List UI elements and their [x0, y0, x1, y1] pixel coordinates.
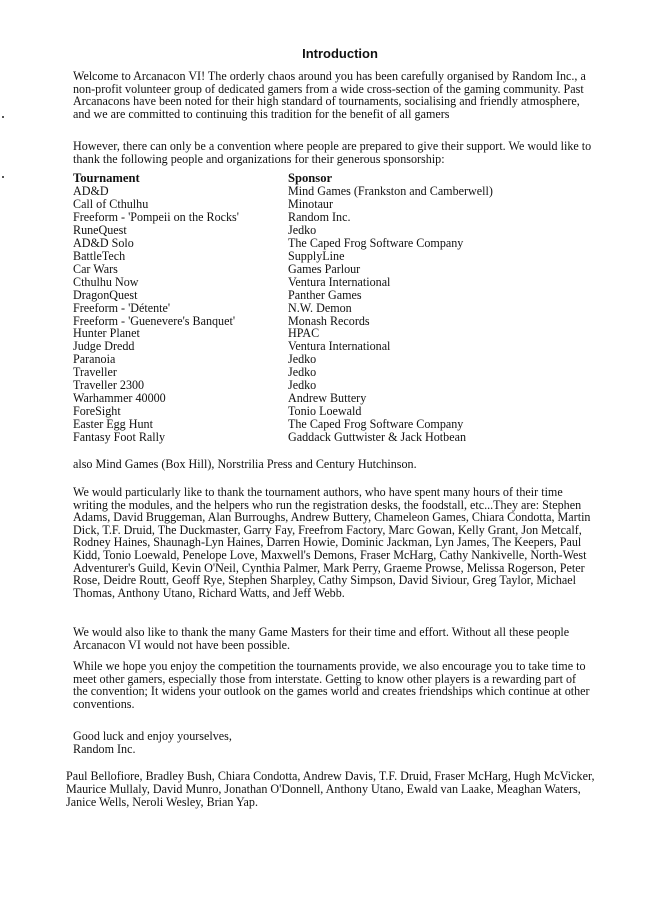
tournament-name: Cthulhu Now	[73, 274, 139, 289]
sponsor-name: Minotaur	[288, 196, 334, 211]
sponsor-name: Jedko	[288, 365, 317, 380]
tournament-name: RuneQuest	[73, 222, 127, 237]
closing-line: Good luck and enjoy yourselves,	[73, 729, 232, 743]
sponsor-name: Panther Games	[288, 287, 362, 302]
sponsor-name: Jedko	[288, 222, 317, 237]
tournament-name: Warhammer 40000	[73, 391, 166, 406]
scan-mark	[2, 116, 4, 118]
tournament-name: AD&D	[73, 184, 109, 198]
sponsor-name: Mind Games (Frankston and Camberwell)	[288, 184, 493, 198]
sponsor-name: N.W. Demon	[288, 300, 352, 315]
tournament-name: Car Wars	[73, 261, 118, 276]
also-sponsors-line: also Mind Games (Box Hill), Norstrilia Press and Century Hutchinson.	[73, 457, 417, 471]
tournament-name: Traveller 2300	[73, 378, 145, 393]
sponsor-name: Random Inc.	[288, 209, 351, 224]
scan-mark	[2, 176, 4, 178]
tournament-name: Paranoia	[73, 352, 116, 367]
sponsor-name: Ventura International	[288, 339, 391, 354]
sponsorship-intro-paragraph: However, there can only be a convention where people are prepared to give their support. We would like to thank the following people and organizations for their generous sponsorship:	[73, 139, 592, 166]
tournament-name: Freeform - 'Guenevere's Banquet'	[73, 313, 236, 328]
sponsor-name: Andrew Buttery	[288, 391, 367, 406]
tournament-name: Freeform - 'Détente'	[73, 300, 171, 315]
sponsor-name: Games Parlour	[288, 261, 361, 276]
tournament-name: ForeSight	[73, 404, 121, 419]
sponsor-name: Jedko	[288, 378, 317, 393]
welcome-paragraph: Welcome to Arcanacon VI! The orderly chaos around you has been carefully organised by Random Inc., a non-profit volunteer group of dedicated gamers from a wide cross-section of the gaming community. Past Arcanacons have been noted for their high standard of tournaments, socialising and friendly atmosphere, and we are committed to continuing this tradition for the benefit of all gamers	[73, 69, 586, 121]
sponsor-column	[288, 172, 598, 444]
tournament-name: Call of Cthulhu	[73, 196, 149, 211]
authors-thanks-paragraph: We would particularly like to thank the tournament authors, who have spent many hours of their time writing the modules, and the helpers who run the registration desks, the foodstall, etc...They are: Stephen Adams, David Bruggeman, Alan Burroughs, Andrew Buttery, Chameleon Games, Chiara Condotta, Martin Dick, T.F. Druid, The Duckmaster, Garry Fay, Freefrom Factory, Marc Gowan, Kelly Grant, Jon Metcalf, Rodney Haines, Shaunagh-Lyn Haines, Darren Howie, Dominic Jackman, Lyn James, The Keepers, Paul Kidd, Tonio Loewald, Penelope Love, Maxwell's Demons, Fraser McHarg, Cathy Nankivelle, North-West Adventurer's Guild, Kevin O'Neil, Cynthia Palmer, Mark Perry, Graeme Prowse, Melissa Rogerson, Peter Rose, Deidre Routt, Geoff Rye, Stephen Sharpley, Cathy Simpson, David Siviour, Greg Taylor, Michael Thomas, Anthony Utano, Richard Watts, and Jeff Webb.	[73, 485, 591, 600]
sponsor-name: Monash Records	[288, 313, 370, 328]
tournament-name: Traveller	[73, 365, 117, 380]
tournament-name: AD&D Solo	[73, 235, 134, 250]
tournament-name: Hunter Planet	[73, 326, 140, 341]
closing-organisation: Random Inc.	[73, 742, 136, 756]
sponsor-name: HPAC	[288, 326, 320, 341]
tournament-name: Freeform - 'Pompeii on the Rocks'	[73, 209, 239, 224]
tournament-name: Fantasy Foot Rally	[73, 430, 166, 445]
sponsor-name: The Caped Frog Software Company	[288, 417, 464, 432]
sponsor-name: SupplyLine	[288, 248, 345, 263]
tournament-name: BattleTech	[73, 248, 126, 263]
sponsor-name: The Caped Frog Software Company	[288, 235, 464, 250]
tournament-name: Judge Dredd	[73, 339, 135, 354]
tournament-name: Easter Egg Hunt	[73, 417, 153, 432]
sponsor-name: Gaddack Guttwister & Jack Hotbean	[288, 430, 466, 445]
sponsor-name: Tonio Loewald	[288, 404, 362, 419]
game-masters-thanks-paragraph: We would also like to thank the many Game Masters for their time and effort. Without all these people Arcanacon VI would not have been possible.	[73, 625, 570, 652]
competition-paragraph: While we hope you enjoy the competition the tournaments provide, we also encourage you to take time to meet other gamers, especially those from interstate. Getting to know other players is a rewarding part of the convention; It widens your outlook on the games world and creates friendships which continue at other conventions.	[73, 659, 590, 711]
page-title: Introduction	[302, 46, 378, 61]
signers-list: Paul Bellofiore, Bradley Bush, Chiara Condotta, Andrew Davis, T.F. Druid, Fraser McHarg, Hugh McVicker, Maurice Mullaly, David Munro, Jonathan O'Donnell, Anthony Utano, Ewald van Laake, Meaghan Waters, Janice Wells, Neroli Wesley, Brian Yap.	[66, 769, 595, 810]
tournament-column	[73, 172, 288, 444]
sponsor-name: Ventura International	[288, 274, 391, 289]
sponsor-header: Sponsor	[288, 171, 333, 185]
tournament-name: DragonQuest	[73, 287, 138, 302]
sponsor-name: Jedko	[288, 352, 317, 367]
tournament-header: Tournament	[73, 171, 140, 185]
